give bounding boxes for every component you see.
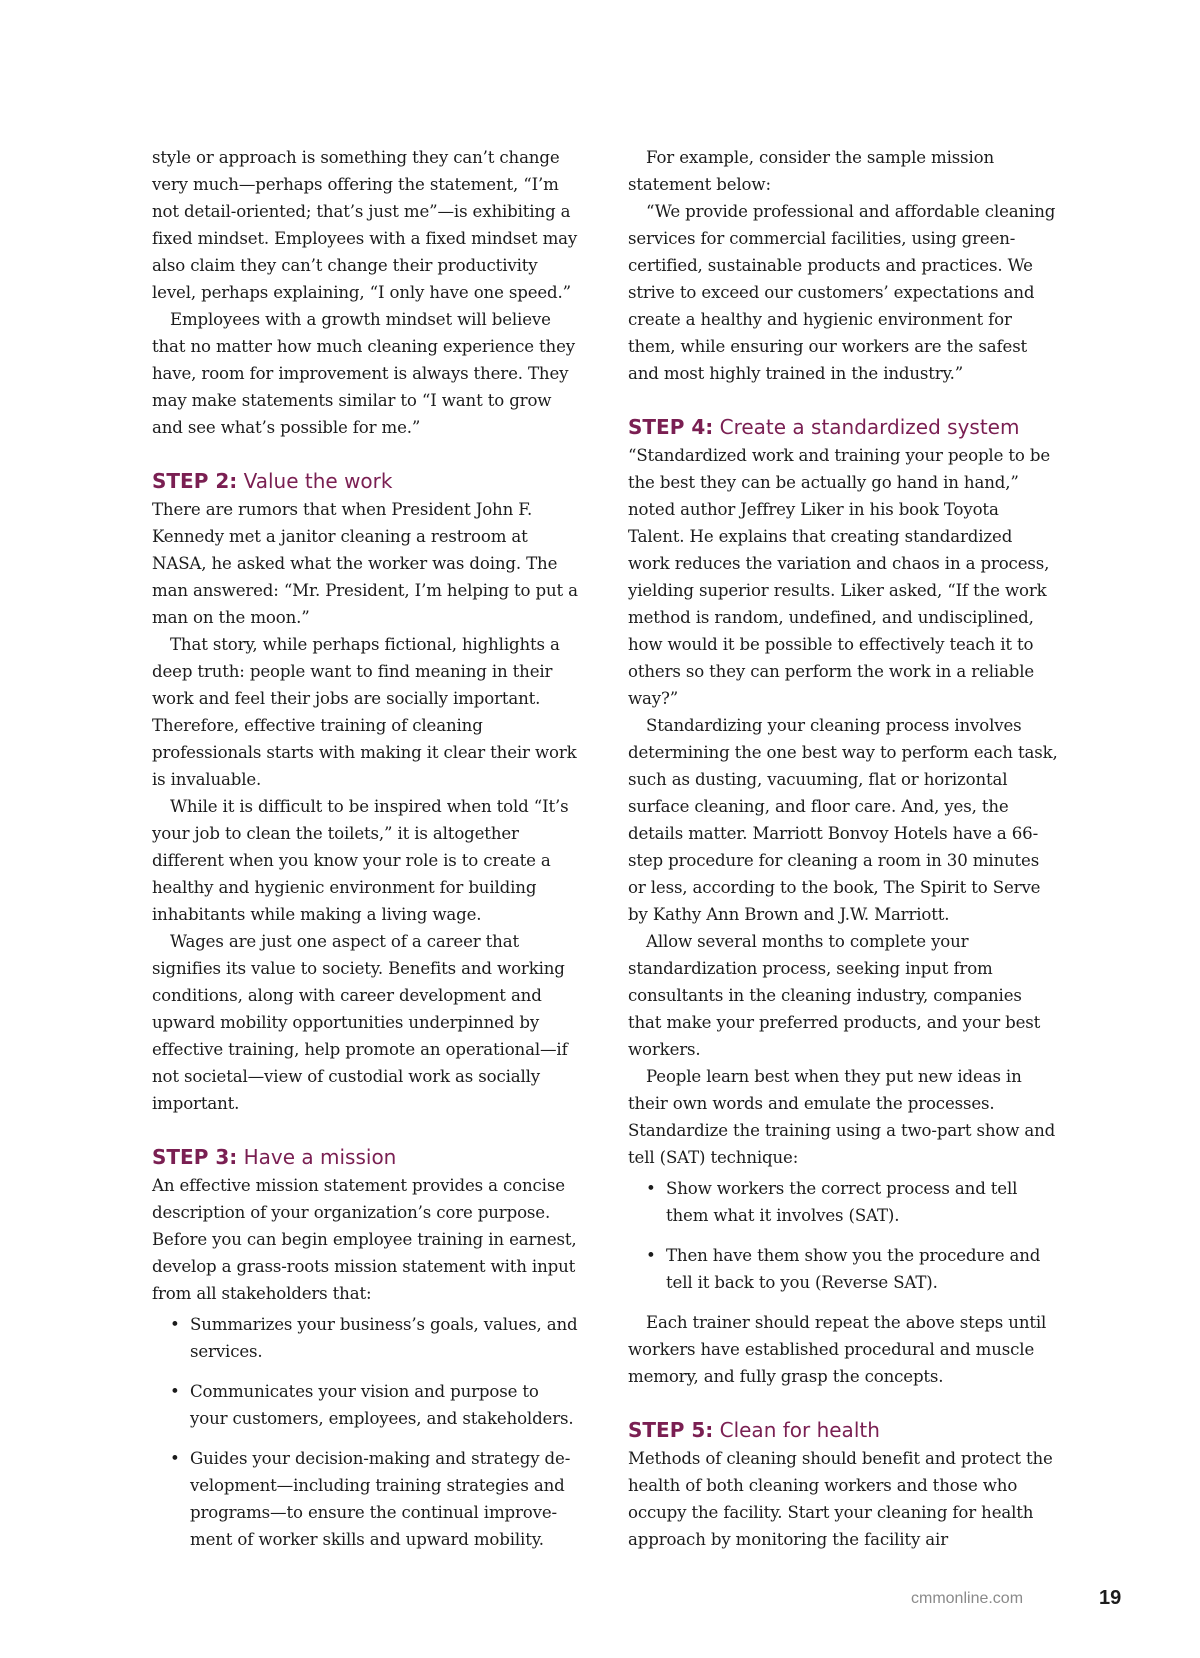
footer-website: cmmonline.com [911, 1590, 1024, 1607]
paragraph: While it is difficult to be inspired when told “It’s your job to clean the toilets,” it is altogether different when you know your role is to create a healthy and hygienic environment for building inhabitants while making a living wage. [152, 797, 569, 924]
step-2-number: STEP 2: [152, 469, 238, 493]
step-2-title: Value the work [237, 469, 393, 493]
step-3-title: Have a mission [237, 1145, 397, 1169]
paragraph: Allow several months to complete your standardization process, seeking input from consultants in the cleaning industry, companies that make your preferred products, and your best workers. [628, 932, 1041, 1059]
left-column [152, 144, 580, 1566]
sat-bullet-list [628, 1175, 1058, 1296]
step-3-heading [152, 1143, 580, 1171]
step-4-number: STEP 4: [628, 415, 714, 439]
step-4-heading [628, 413, 1058, 441]
paragraph: Methods of cleaning should benefit and protect the health of both cleaning workers and those who occupy the facility. Start your cleaning for health approach by monitoring the facility air [628, 1449, 1053, 1549]
paragraph: People learn best when they put new ideas in their own words and emulate the processes. Standardize the training using a two-part show and tell (SAT) technique: [628, 1067, 1056, 1167]
list-item: • Show workers the correct process and tell them what it involves (SAT). [666, 1175, 1058, 1229]
right-column [628, 144, 1058, 1553]
page-number: 19 [1099, 1587, 1122, 1609]
mission-statement-quote: “We provide professional and affordable cleaning services for commercial facilities, using green-certified, sustainable products and practices. We strive to exceed our customers’ expectations and create a healthy and hygienic environment for them, while ensuring our workers are the safest and most highly trained in the industry.” [628, 202, 1056, 383]
step-5-heading [628, 1416, 1058, 1444]
paragraph: Employees with a growth mindset will believe that no matter how much cleaning experience they have, room for improvement is always there. They may make statements similar to “I want to grow and see what’s possible for me.” [152, 310, 575, 437]
list-item: • Guides your decision-making and strategy de-velopment—including training strategies and programs—to ensure the continual improve-ment of worker skills and upward mobility. [190, 1445, 580, 1553]
mission-bullet-list [152, 1311, 580, 1553]
step-5-number: STEP 5: [628, 1418, 714, 1442]
paragraph: There are rumors that when President John F. Kennedy met a janitor cleaning a restroom at NASA, he asked what the worker was doing. The man answered: “Mr. President, I’m helping to put a man on the moon.” [152, 500, 578, 627]
paragraph: For example, consider the sample mission statement below: [628, 148, 995, 194]
list-item: • Then have them show you the procedure and tell it back to you (Reverse SAT). [666, 1242, 1058, 1296]
paragraph: Wages are just one aspect of a career that signifies its value to society. Benefits and working conditions, along with career development and upward mobility opportunities underpinned by effective training, help promote an operational—if not societal—view of custodial work as socially important. [152, 932, 568, 1113]
list-item: • Summarizes your business’s goals, values, and services. [190, 1311, 580, 1365]
paragraph: Standardizing your cleaning process involves determining the one best way to perform each task, such as dusting, vacuuming, flat or horizontal surface cleaning, and floor care. And, yes, the details matter. Marriott Bonvoy Hotels have a 66-step procedure for cleaning a room in 30 minutes or less, according to the book, The Spirit to Serve by Kathy Ann Brown and J.W. Marriott. [628, 716, 1058, 924]
step-2-heading [152, 467, 580, 495]
paragraph: “Standardized work and training your people to be the best they can be actually go hand in hand,” noted author Jeffrey Liker in his book Toyota Talent. He explains that creating standardized work reduces the variation and chaos in a process, yielding superior results. Liker asked, “If the work method is random, undefined, and undisciplined, how would it be possible to effectively teach it to others so they can perform the work in a reliable way?” [628, 446, 1050, 708]
list-item: • Communicates your vision and purpose to your customers, employees, and stakeholders. [190, 1378, 580, 1432]
step-5-title: Clean for health [713, 1418, 880, 1442]
paragraph: An effective mission statement provides a concise description of your organization’s core purpose. Before you can begin employee training in earnest, develop a grass-roots mission statement with input from all stakeholders that: [152, 1176, 577, 1303]
step-4-title: Create a standardized system [713, 415, 1020, 439]
paragraph: style or approach is something they can’t change very much—perhaps offering the statement, “I’m not detail-oriented; that’s just me”—is exhibiting a fixed mindset. Employees with a fixed mindset may also claim they can’t change their productivity level, perhaps explaining, “I only have one speed.” [152, 148, 578, 302]
paragraph: Each trainer should repeat the above steps until workers have established procedural and muscle memory, and fully grasp the concepts. [628, 1313, 1047, 1386]
paragraph: That story, while perhaps fictional, highlights a deep truth: people want to find meaning in their work and feel their jobs are socially important. Therefore, effective training of cleaning professionals starts with making it clear their work is invaluable. [152, 635, 577, 789]
step-3-number: STEP 3: [152, 1145, 238, 1169]
